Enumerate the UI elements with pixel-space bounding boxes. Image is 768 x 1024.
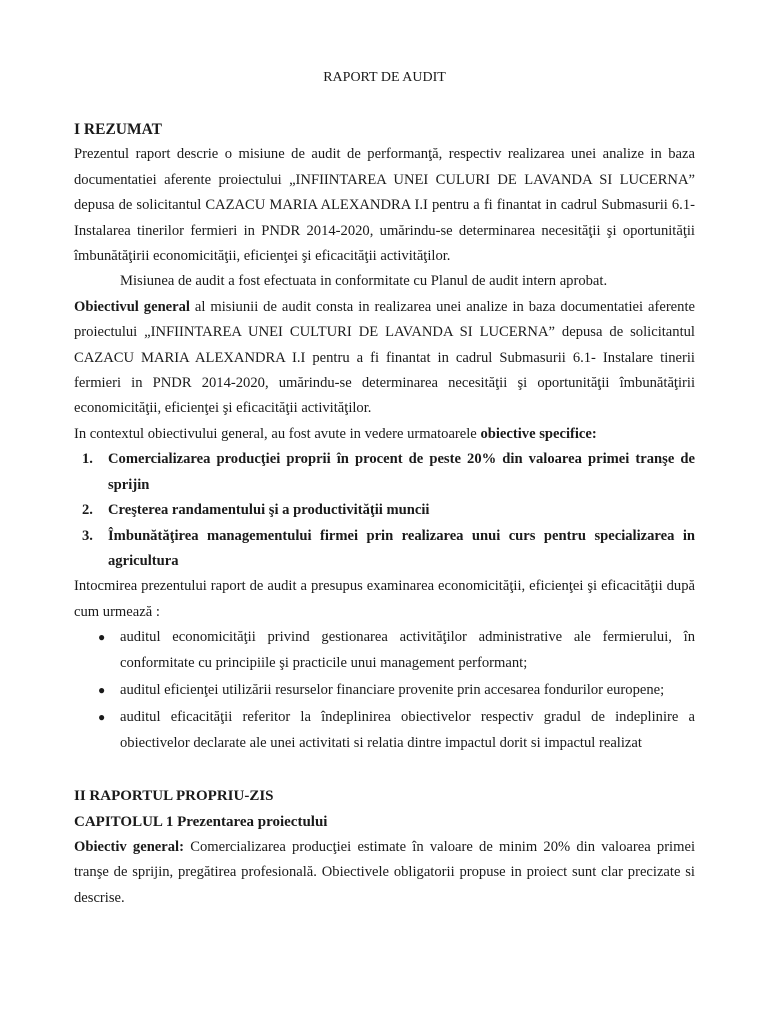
specific-objective-text: Comercializarea producţiei proprii în procent de peste 20% din valoarea primei tranşe de sprijin — [108, 451, 695, 493]
list-number: 3. — [82, 527, 93, 544]
conformity-paragraph: Misiunea de audit a fost efectuata in conformitate cu Planul de audit intern aprobat. — [120, 273, 608, 290]
document-title: RAPORT DE AUDIT — [323, 70, 446, 85]
context-paragraph — [74, 422, 695, 447]
project-objective-paragraph — [74, 835, 695, 911]
project-objective-text: Comercializarea producţiei estimate în valoare de minim 20% din valoarea primei tranşe de sprijin, pregătirea profesională. Obiectivele obligatorii propuse in proiect sunt clar precizate si descrise. — [74, 838, 695, 906]
specific-objective-item — [74, 524, 695, 575]
audit-bullet-list — [74, 625, 695, 756]
general-objective-text: al misiunii de audit consta in realizarea unei analize in baza documentatiei aferente proiectului „INFIINTAREA UNEI CULTURI DE LAVANDA SI LUCERNA” depusa de solicitantul CAZACU MARIA ALEXANDRA I.I pentru a fi finantat in cadrul Submasurii 6.1- Instalare tinerii fermieri in PNDR 2014-2020, umărindu-se determinarea necesităţii şi oportunităţii îmbunătăţirii economicităţii, eficienţei şi eficacităţii activităţilor. — [74, 298, 695, 417]
bullet-text: auditul eficienţei utilizării resurselor financiare provenite prin accesarea fondurilor europene; — [120, 681, 665, 698]
list-number: 2. — [82, 502, 93, 519]
general-objective-paragraph — [74, 295, 695, 422]
section-spacer — [74, 758, 695, 784]
list-item — [74, 625, 695, 676]
list-item — [74, 678, 695, 703]
intro-paragraph: Prezentul raport descrie o misiune de audit de performanţă, respectiv realizarea unei analize in baza documentatiei aferente proiectului „INFIINTAREA UNEI CULURI DE LAVANDA SI LUCERNA” depusa de solicitantul CAZACU MARIA ALEXANDRA I.I pentru a fi finantat in cadrul Submasurii 6.1- Instalarea tinerilor fermieri in PNDR 2014-2020, umărindu-se determinarea necesităţii şi oportunităţii îmbunătăţirii economicităţii, eficienţei şi eficacităţii activităţilor. — [74, 146, 695, 265]
specific-objectives-label: obiective specifice: — [480, 425, 597, 442]
section-heading-rezumat: I REZUMAT — [74, 121, 162, 138]
specific-objectives-list — [74, 447, 695, 574]
bullet-icon: ● — [98, 630, 106, 645]
specific-objective-text: Creşterea randamentului şi a productivităţii muncii — [108, 502, 430, 519]
examination-paragraph: Intocmirea prezentului raport de audit a presupus examinarea economicităţii, eficienţei şi eficacităţii după cum urmează : — [74, 578, 695, 620]
section-heading-raport: II RAPORTUL PROPRIU-ZIS — [74, 788, 274, 805]
list-item — [74, 705, 695, 756]
list-number: 1. — [82, 451, 93, 468]
specific-objective-item — [74, 498, 695, 523]
bullet-icon: ● — [98, 682, 106, 697]
document-body — [74, 66, 695, 911]
chapter-heading: CAPITOLUL 1 Prezentarea proiectului — [74, 813, 328, 830]
project-objective-label: Obiectiv general: — [74, 838, 184, 855]
bullet-icon: ● — [98, 710, 106, 725]
bullet-text: auditul eficacităţii referitor la îndeplinirea obiectivelor respectiv gradul de indeplinire a obiectivelor declarate ale unei activitati si relatia dintre impactul dorit si impactul realizat — [120, 709, 695, 751]
specific-objective-item — [74, 447, 695, 498]
bullet-text: auditul economicităţii privind gestionarea activităţilor administrative ale fermierului, în conformitate cu principiile şi practicile unui management performant; — [120, 629, 695, 671]
specific-objective-text: Îmbunătăţirea managementului firmei prin realizarea unui curs pentru specializarea in agricultura — [108, 527, 695, 569]
general-objective-label: Obiectivul general — [74, 298, 190, 315]
context-text: In contextul obiectivului general, au fost avute in vedere urmatoarele — [74, 425, 481, 442]
